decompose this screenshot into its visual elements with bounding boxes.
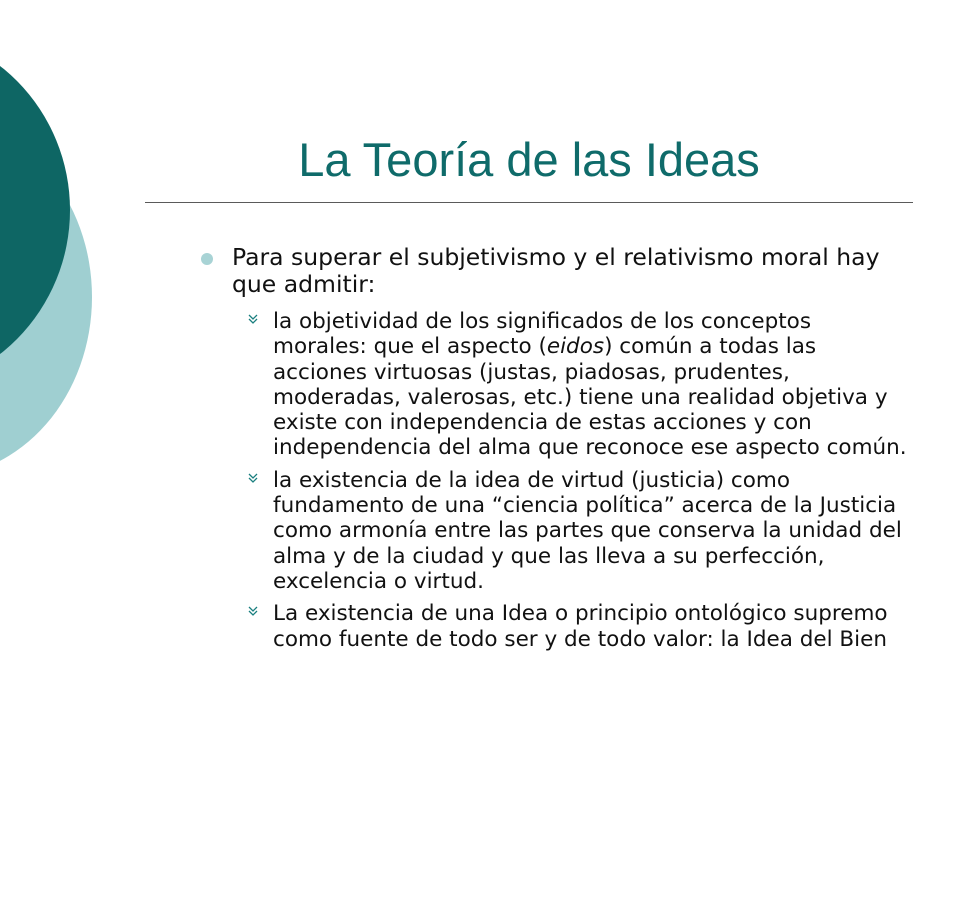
round-bullet-icon [201, 253, 213, 265]
sub-bullet-1-text-after: ) común a todas las acciones virtuosas (justas, piadosas, prudentes, moderadas, valerosas, etc.) tiene una realidad objetiva y existe con independencia de estas acciones y con independencia del alma que reconoce ese aspecto común. [273, 334, 907, 461]
chevron-bullet-icon [246, 312, 260, 326]
sub-bullet-list [198, 309, 910, 652]
sub-bullet-2 [246, 468, 910, 594]
main-bullet [198, 244, 910, 298]
slide-content [198, 244, 910, 659]
sub-bullet-1-emphasis: eidos [546, 334, 605, 360]
sub-bullet-2-text: la existencia de la idea de virtud (justicia) como fundamento de una “ciencia política” acerca de la Justicia como armonía entre las partes que conserva la unidad del alma y de la ciudad y que las lleva a su perfección, excelencia o virtud. [273, 467, 902, 594]
chevron-bullet-icon [246, 471, 260, 485]
slide-title: La Teoría de las Ideas [298, 133, 760, 186]
main-bullet-text: Para superar el subjetivismo y el relativismo moral hay que admitir: [232, 243, 880, 298]
sub-bullet-3-text: La existencia de una Idea o principio ontológico supremo como fuente de todo ser y de todo valor: la Idea del Bien [273, 601, 888, 652]
title-divider [145, 202, 913, 203]
sub-bullet-1 [246, 309, 910, 461]
sub-bullet-1-text-before: la objetividad de los significados de los conceptos morales: que el aspecto ( [273, 309, 812, 360]
decorative-circles [0, 0, 100, 500]
chevron-bullet-icon [246, 604, 260, 618]
sub-bullet-3 [246, 601, 910, 652]
